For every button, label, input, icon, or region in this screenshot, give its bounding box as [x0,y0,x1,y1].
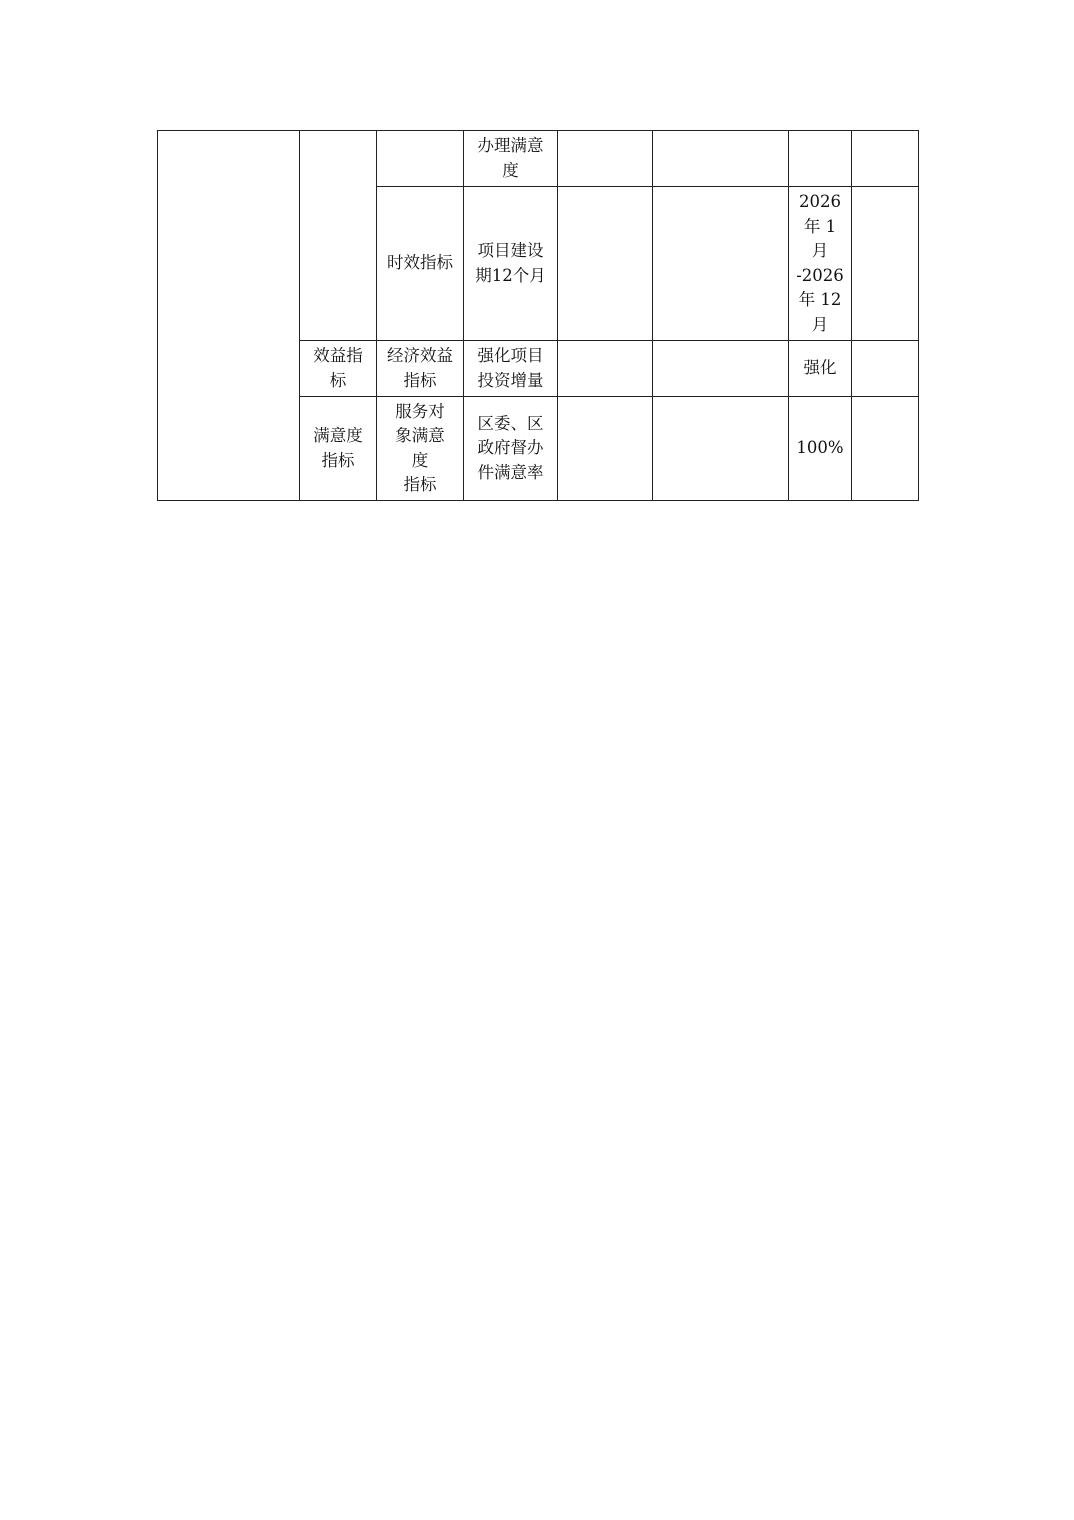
table-cell [852,187,919,341]
secondary-indicator-cell [377,397,464,501]
target-value-cell: 100% [789,397,852,501]
secondary-indicator-cell [377,131,464,187]
table-row [158,131,919,187]
table-cell [558,341,653,397]
performance-indicator-table [157,130,919,501]
table-cell [852,131,919,187]
cell-line: -2026 [796,265,844,285]
table-cell [653,131,789,187]
tertiary-indicator-cell: 强化项目投资增量 [464,341,558,397]
table-cell [558,397,653,501]
target-value-cell [789,187,852,341]
cell-line: 月 [811,314,829,334]
table-cell [558,131,653,187]
primary-indicator-cell: 满意度指标 [300,397,377,501]
target-value-cell [789,131,852,187]
table-cell [653,341,789,397]
target-value-cell: 强化 [789,341,852,397]
table-cell [653,397,789,501]
primary-indicator-cell: 效益指标 [300,341,377,397]
primary-indicator-cell [300,131,377,341]
table-cell [558,187,653,341]
cell-line: 2026 [799,192,841,211]
secondary-indicator-cell: 时效指标 [377,187,464,341]
tertiary-indicator-cell: 办理满意度 [464,131,558,187]
table-cell [653,187,789,341]
cell-line: 指标 [403,475,437,494]
table-cell [852,397,919,501]
tertiary-indicator-cell: 项目建设期12个月 [464,187,558,341]
cell-line: 象满意 [395,426,445,445]
cell-line: 年 12 [798,290,842,309]
cell-line: 服务对 [395,401,445,421]
cell-line: 度 [411,450,429,470]
cell-line: 月 [811,241,829,260]
tertiary-indicator-cell: 区委、区政府督办件满意率 [464,397,558,501]
table-cell [852,341,919,397]
category-cell [158,131,300,501]
cell-line: 年 1 [803,216,837,236]
secondary-indicator-cell: 经济效益指标 [377,341,464,397]
